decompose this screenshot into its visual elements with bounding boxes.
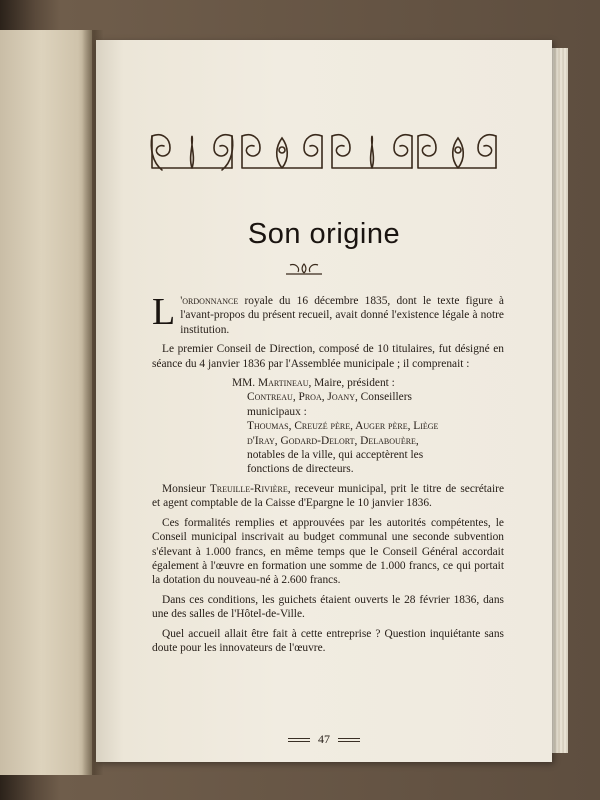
page-title: Son origine — [247, 218, 401, 250]
paragraph-2: Le premier Conseil de Direction, composé de 10 titulaires, fut désigné en séance du 4 janvier 1836 par l'Assemblée municipale ; il comprenait : — [152, 343, 504, 370]
list-item — [232, 390, 504, 404]
list-item — [232, 376, 504, 390]
list-text: MM. — [232, 377, 258, 390]
drop-cap: L — [152, 291, 176, 333]
paragraph-1 — [152, 291, 504, 337]
list-item: fonctions de directeurs. — [247, 463, 354, 476]
page-number: 47 — [318, 732, 330, 746]
body-text — [152, 291, 505, 660]
paragraph-3 — [152, 482, 504, 511]
list-text: , Maire, président : — [308, 377, 395, 390]
paragraph-3-text: , receveur municipal, prit le titre de secrétaire et agent comptable de la Caisse d'Epargne le 10 janvier 1836. — [152, 482, 505, 510]
list-item: d'Iray, Godard-Delort, Delabouère, — [247, 434, 419, 447]
list-item: municipaux : — [247, 405, 307, 418]
title-ornament — [284, 262, 324, 276]
book-page — [96, 40, 552, 762]
paragraph-5: Dans ces conditions, les guichets étaient ouverts le 28 février 1836, dans une des salles de l'Hôtel-de-Ville. — [152, 593, 504, 621]
floral-ornament-icon — [148, 128, 500, 176]
paragraph-4: Ces formalités remplies et approuvées par les autorités compétentes, le Conseil municipal inscrivait au budget communal une seconde subvention s'élevant à 1.000 francs, en même temps que le Conseil Général accordait également à l'œuvre en formation une somme de 1.000 francs, ce qui portait la dotation du nouveau-né à 2.600 francs. — [152, 516, 504, 587]
name-smallcaps: Treuille-Rivière — [209, 482, 288, 495]
council-list — [152, 376, 504, 477]
footer-rule-right — [338, 738, 360, 742]
small-floral-icon — [284, 262, 324, 276]
paragraph-3-text: Monsieur — [162, 482, 210, 495]
list-item: Thoumas, Creuzé père, Auger père, Liège — [247, 420, 439, 433]
name-smallcaps: Martineau — [257, 377, 309, 390]
paragraph-6: Quel accueil allait être fait à cette entreprise ? Question inquiétante sans doute pour les innovateurs de l'œuvre. — [152, 627, 504, 654]
paragraph-1-text: royale du 16 décembre 1835, dont le texte figure à l'avant-propos du présent recueil, avait donné l'existence légale à notre institution. — [180, 295, 504, 336]
name-smallcaps: Contreau, Proa, Joany, — [247, 391, 358, 404]
list-text: Conseillers — [357, 391, 412, 404]
list-item: notables de la ville, qui acceptèrent les — [247, 449, 424, 462]
page-footer — [96, 732, 552, 747]
footer-rule-left — [288, 738, 310, 742]
smallcaps-word: 'ordonnance — [180, 295, 239, 307]
header-ornament — [148, 128, 500, 176]
left-page — [0, 30, 92, 775]
